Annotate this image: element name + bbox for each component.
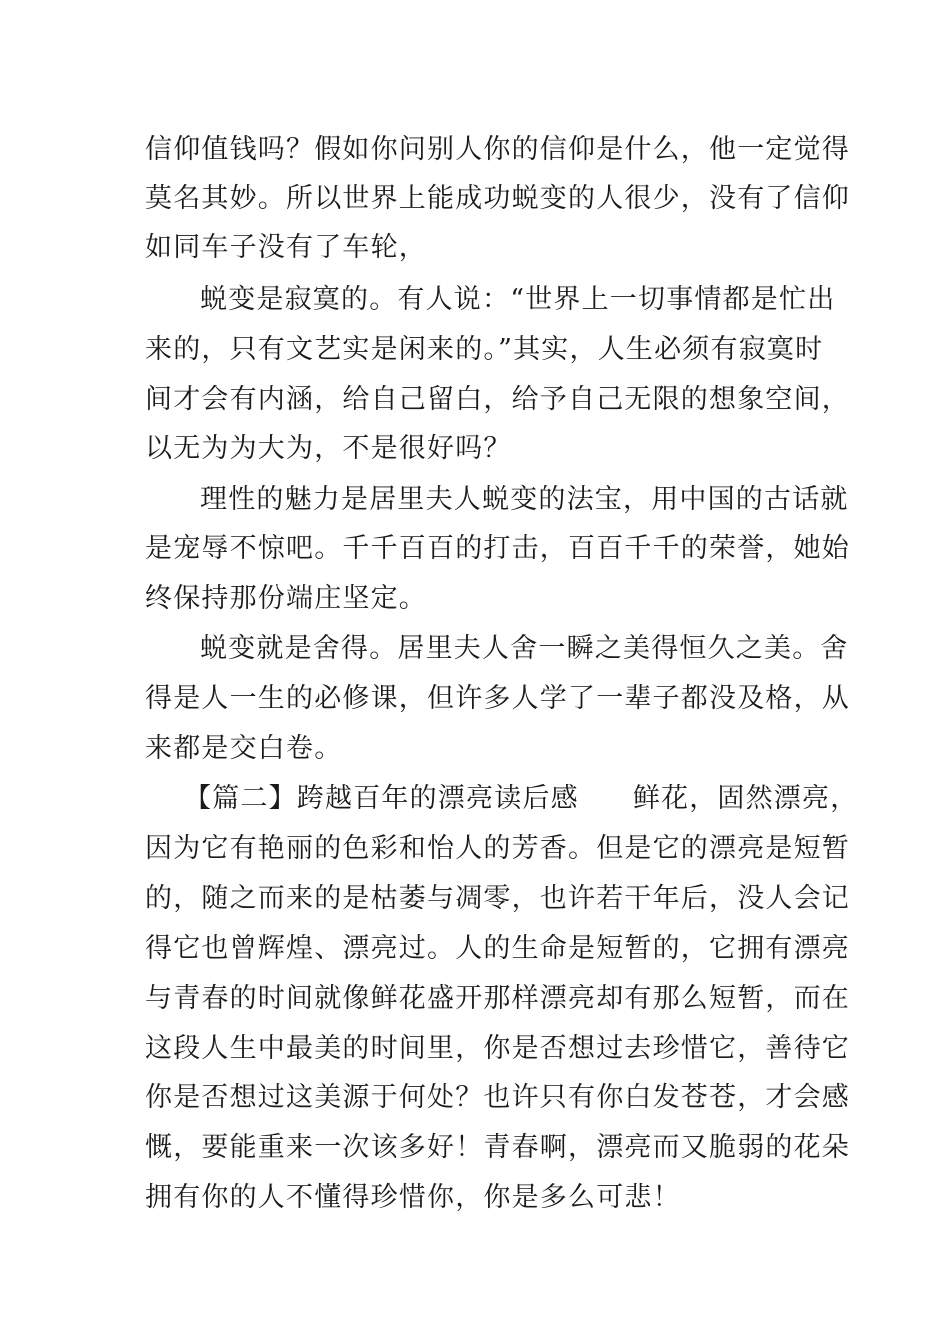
paragraph-start-line: 理性的魅力是居里夫人蜕变的法宝，用中国的古话就 <box>200 484 849 515</box>
paragraph-start-line: 蜕变就是舍得。居里夫人舍一瞬之美得恒久之美。舍 <box>200 633 849 664</box>
text-line: 是宠辱不惊吧。千千百百的打击，百百千千的荣誉，她始 <box>145 533 850 564</box>
text-line: 你是否想过这美源于何处？也许只有你白发苍苍，才会感 <box>145 1082 850 1113</box>
section-heading-line <box>184 783 858 815</box>
text-line: 莫名其妙。所以世界上能成功蜕变的人很少，没有了信仰 <box>145 183 850 214</box>
text-line: 因为它有艳丽的色彩和怡人的芳香。但是它的漂亮是短暂 <box>145 833 850 864</box>
text-line: 如同车子没有了车轮， <box>145 232 427 263</box>
text-line: 与青春的时间就像鲜花盛开那样漂亮却有那么短暂，而在 <box>145 983 850 1014</box>
text-line: 这段人生中最美的时间里，你是否想过去珍惜它，善待它 <box>145 1033 850 1064</box>
text-line: 拥有你的人不懂得珍惜你，你是多么可悲！ <box>145 1182 681 1213</box>
paragraph-start-line: 蜕变是寂寞的。有人说：“世界上一切事情都是忙出 <box>200 284 836 315</box>
text-line: 来的，只有文艺实是闲来的。”其实，人生必须有寂寞时 <box>145 334 824 365</box>
text-line: 终保持那份端庄坚定。 <box>145 583 427 614</box>
text-line: 以无为为大为，不是很好吗？ <box>145 433 512 464</box>
paragraph-start-text: 鲜花，固然漂亮， <box>632 783 859 814</box>
text-line: 慨，要能重来一次该多好！青春啊，漂亮而又脆弱的花朵 <box>145 1132 850 1163</box>
text-line: 的，随之而来的是枯萎与凋零，也许若干年后，没人会记 <box>145 883 850 914</box>
text-line: 得它也曾辉煌、漂亮过。人的生命是短暂的，它拥有漂亮 <box>145 933 850 964</box>
text-line: 间才会有内涵，给自己留白，给予自己无限的想象空间， <box>145 384 850 415</box>
text-line: 来都是交白卷。 <box>145 733 343 764</box>
section-heading: 【篇二】跨越百年的漂亮读后感 <box>184 783 579 814</box>
text-line: 得是人一生的必修课，但许多人学了一辈子都没及格，从 <box>145 683 850 714</box>
text-line: 信仰值钱吗？假如你问别人你的信仰是什么，他一定觉得 <box>145 134 850 165</box>
